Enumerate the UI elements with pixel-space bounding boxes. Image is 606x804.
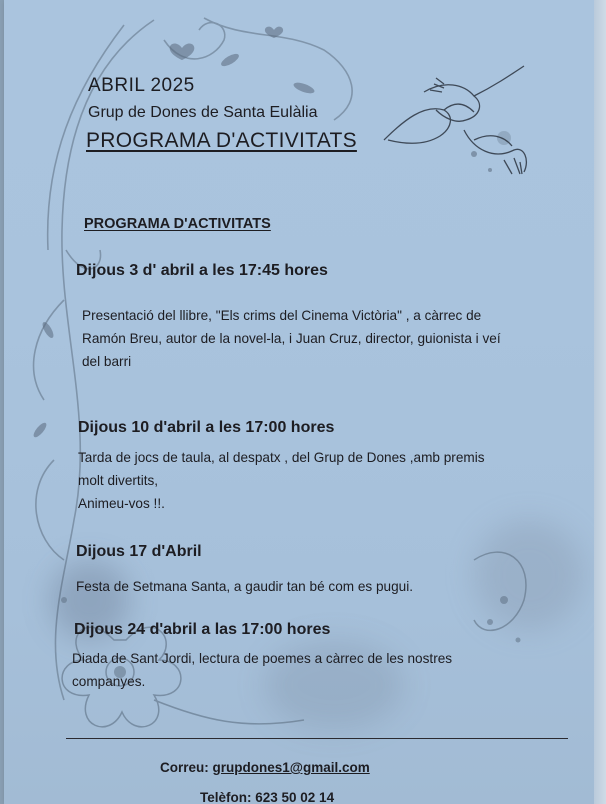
event-line: Ramón Breu, autor de la novel-la, i Juan Cruz, director, guionista i veí — [82, 331, 501, 346]
event-description — [78, 446, 578, 515]
event-line: Diada de Sant Jordi, lectura de poemes a càrrec de les nostres — [72, 651, 453, 666]
event-line: Tarda de jocs de taula, al despatx , del Grup de Dones ,amb premis — [78, 450, 485, 465]
event-description — [82, 304, 582, 373]
section-title: PROGRAMA D'ACTIVITATS — [84, 216, 271, 232]
program-title: PROGRAMA D'ACTIVITATS — [86, 129, 357, 152]
event-line: Presentació del llibre, "Els crims del Cinema Victòria" , a càrrec de — [82, 308, 482, 323]
event-line: Animeu-vos !!. — [78, 496, 165, 511]
event-title: Dijous 24 d'abril a las 17:00 hores — [74, 621, 331, 638]
event-title: Dijous 10 d'abril a les 17:00 hores — [78, 419, 335, 436]
email-label: Correu: — [160, 760, 209, 775]
flyer-paper — [4, 0, 594, 804]
event-title: Dijous 3 d' abril a les 17:45 hores — [76, 262, 328, 279]
contact-email — [160, 760, 370, 775]
footer-divider — [66, 738, 568, 739]
background-edge — [594, 0, 606, 804]
contact-phone: Telèfon: 623 50 02 14 — [200, 790, 335, 804]
group-name: Grup de Dones de Santa Eulàlia — [88, 104, 318, 121]
event-line: del barri — [82, 354, 132, 369]
event-line: companyes. — [72, 674, 146, 689]
email-link[interactable]: grupdones1@gmail.com — [212, 760, 370, 775]
event-description — [76, 575, 576, 598]
event-line: Festa de Setmana Santa, a gaudir tan bé com es pugui. — [76, 579, 414, 594]
event-title: Dijous 17 d'Abril — [76, 543, 202, 560]
event-description — [72, 647, 572, 693]
event-line: molt divertits, — [78, 473, 159, 488]
month-heading: ABRIL 2025 — [88, 75, 195, 96]
